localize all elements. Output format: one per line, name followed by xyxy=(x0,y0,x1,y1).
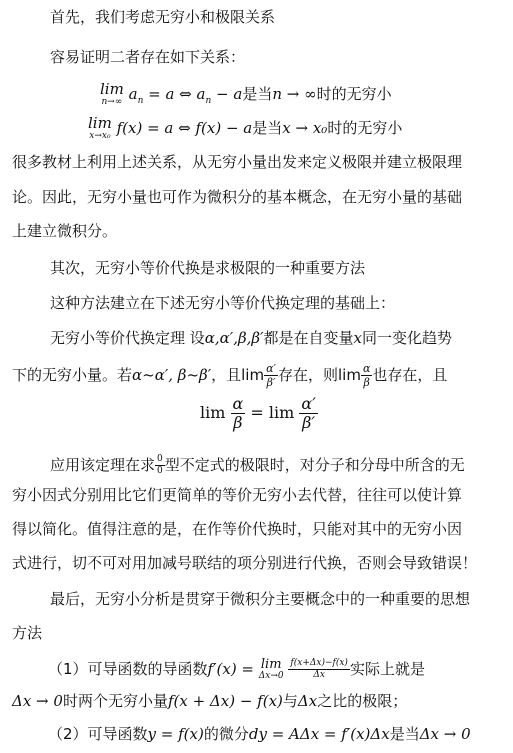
intro-line: 首先，我们考虑无穷小和极限关系 xyxy=(50,8,276,26)
limit-operator: lim x→x₀ xyxy=(88,114,112,141)
difference-quotient-fraction: $\frac{f(x+\Delta x)-f(x)}{\Delta x}$ xyxy=(290,658,348,680)
paragraph-line: 应用该定理在求 $\frac{0}{0}$ 型不定式的极限时，对分子和分母中所含的无 xyxy=(50,454,465,476)
theorem-line: 无穷小等价代换定理 设α,α′,β,β′都是在自变量x同一变化趋势 xyxy=(50,329,452,347)
paragraph-line: 得以简化。值得注意的是，在作等价代换时，只能对其中的无穷小因 xyxy=(12,520,463,538)
fraction-alpha-prime-over-beta-prime: $\frac{\alpha'}{\beta'}$ xyxy=(301,394,316,432)
paragraph-line: 最后，无穷小分析是贯穿于微积分主要概念中的一种重要的思想 xyxy=(50,590,471,608)
paragraph-line: 穷小因式分别用比它们更简单的等价无穷小去代替，往往可以使计算 xyxy=(12,486,463,504)
equation-sequence-limit: lim n→∞ $a_n = a$ ⇔ $a_n - a$是当n → ∞时的无穷小 xyxy=(100,80,392,107)
limit-operator: lim n→∞ xyxy=(100,80,124,107)
equation-function-limit: lim x→x₀ f(x) = a ⇔ f(x) − a是当x → x₀时的无穷小 xyxy=(88,114,403,141)
fraction-alpha-over-beta: $\frac{\alpha}{\beta}$ xyxy=(362,362,371,389)
paragraph-line: 上建立微积分。 xyxy=(12,222,118,240)
paragraph-line: 方法 xyxy=(12,624,43,642)
paragraph-line: 式进行，切不可对用加减号联结的项分别进行代换，否则会导致错误！ xyxy=(12,554,478,572)
theorem-line: 下的无穷小量。若α~α′, β~β′，且lim $\frac{\alpha'}{\beta'}$ 存在，则lim $\frac{\alpha}{\beta}$ 也存在，且 xyxy=(12,362,448,389)
equation-equivalence: lim $\frac{\alpha}{\beta}$ = lim $\frac{\alpha'}{\beta'}$ xyxy=(200,394,316,432)
list-item-continuation: Δx → 0时两个无穷小量f(x + Δx) − f(x)与Δx之比的极限； xyxy=(12,692,408,710)
list-item-derivative: （1）可导函数的导函数f′(x) = lim Δx→0 $\frac{f(x+\Delta x)-f(x)}{\Delta x}$ 实际上就是 xyxy=(48,657,425,681)
relation-intro: 容易证明二者存在如下关系： xyxy=(50,48,246,66)
fraction-zero-over-zero: $\frac{0}{0}$ xyxy=(157,454,163,476)
limit-operator: lim Δx→0 xyxy=(258,657,284,681)
list-item-differential: （2）可导函数y = f(x)的微分dy = AΔx = f′(x)Δx是当Δx → 0 xyxy=(48,725,471,743)
section-heading-equivalence: 其次，无穷小等价代换是求极限的一种重要方法 xyxy=(50,259,366,277)
fraction-alpha-over-beta: $\frac{\alpha}{\beta}$ xyxy=(232,394,244,432)
paragraph-line: 这种方法建立在下述无穷小等价代换定理的基础上： xyxy=(50,294,396,312)
fraction-alpha-prime-over-beta-prime: $\frac{\alpha'}{\beta'}$ xyxy=(266,362,276,389)
paragraph-line: 很多教材上利用上述关系，从无穷小量出发来定义极限并建立极限理 xyxy=(12,153,463,171)
paragraph-line: 论。因此，无穷小量也可作为微积分的基本概念，在无穷小量的基础 xyxy=(12,188,463,206)
